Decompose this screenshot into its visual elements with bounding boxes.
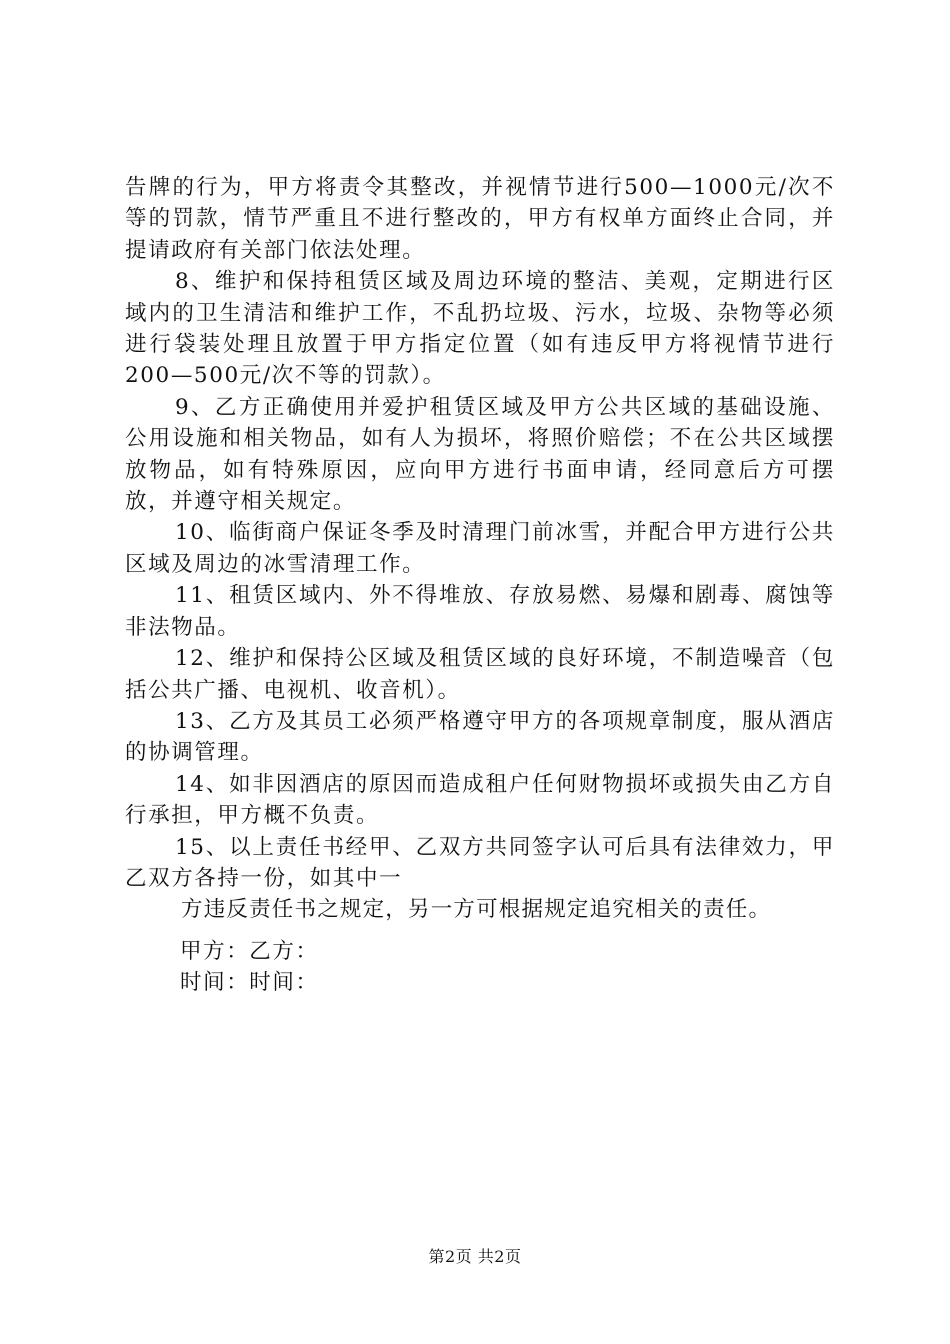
signature-time: 时间：时间： bbox=[180, 970, 319, 995]
paragraph-12: 12、维护和保持公区域及租赁区域的良好环境，不制造噪音（包括公共广播、电视机、收音机）。 bbox=[125, 646, 835, 703]
paragraph-8: 8、维护和保持租赁区域及周边环境的整洁、美观，定期进行区域内的卫生清洁和维护工作，不乱扔垃圾、污水，垃圾、杂物等必须进行袋装处理且放置于甲方指定位置（如有违反甲方将视情节进行200—500元/次不等的罚款）。 bbox=[125, 269, 835, 389]
paragraph-7-continuation: 告牌的行为，甲方将责令其整改，并视情节进行500—1000元/次不等的罚款，情节严重且不进行整改的，甲方有权单方面终止合同，并提请政府有关部门依法处理。 bbox=[125, 175, 835, 263]
paragraph-15-continuation: 方违反责任书之规定，另一方可根据规定追究相关的责任。 bbox=[181, 897, 772, 923]
signature-block bbox=[180, 936, 319, 998]
paragraph-11: 11、租赁区域内、外不得堆放、存放易燃、易爆和剧毒、腐蚀等非法物品。 bbox=[125, 583, 835, 640]
paragraph-13: 13、乙方及其员工必须严格遵守甲方的各项规章制度，服从酒店的协调管理。 bbox=[125, 708, 835, 766]
paragraph-15: 15、以上责任书经甲、乙双方共同签字认可后具有法律效力，甲乙双方各持一份，如其中一 bbox=[125, 834, 835, 891]
page-number-footer: 第2页 共2页 bbox=[428, 1247, 522, 1266]
document-body bbox=[125, 172, 835, 926]
paragraph-9: 9、乙方正确使用并爱护租赁区域及甲方公共区域的基础设施、公用设施和相关物品，如有人为损坏，将照价赔偿；不在公共区域摆放物品，如有特殊原因，应向甲方进行书面申请，经同意后方可摆放，并遵守相关规定。 bbox=[125, 394, 835, 515]
paragraph-10: 10、临街商户保证冬季及时清理门前冰雪，并配合甲方进行公共区域及周边的冰雪清理工作。 bbox=[125, 520, 835, 577]
paragraph-14: 14、如非因酒店的原因而造成租户任何财物损坏或损失由乙方自行承担，甲方概不负责。 bbox=[125, 771, 835, 829]
signature-parties: 甲方：乙方： bbox=[180, 939, 319, 964]
